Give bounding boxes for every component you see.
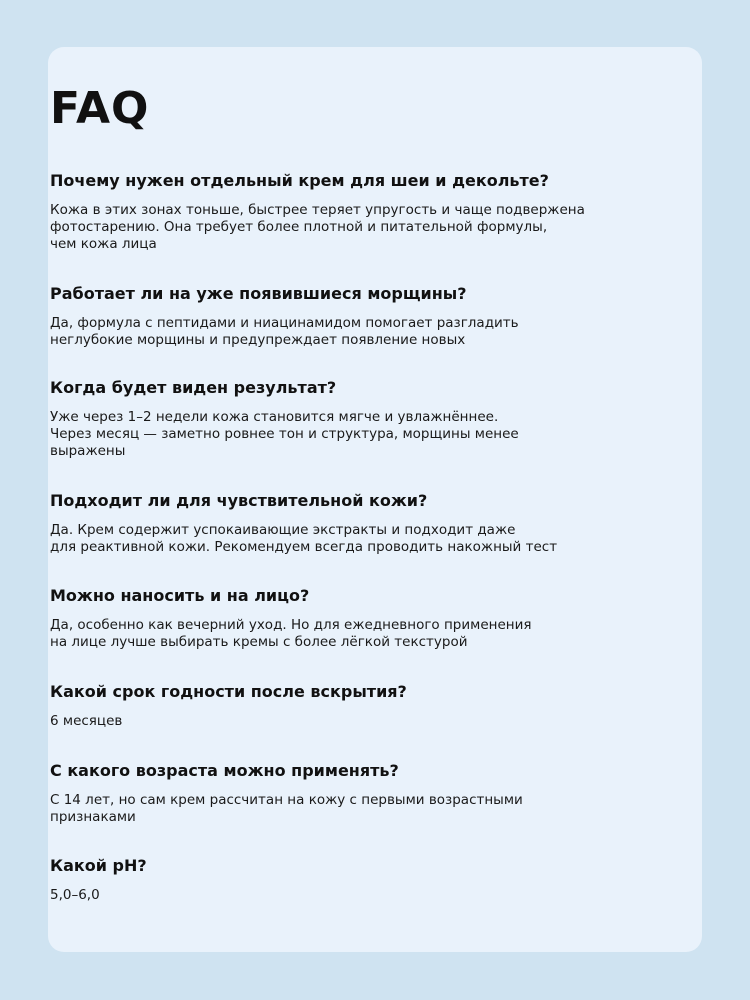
faq-item-neck-cream [50,170,710,253]
faq-answer: С 14 лет, но сам крем рассчитан на кожу с первыми возрастными признаками [50,792,523,825]
faq-answer: Да, формула с пептидами и ниацинамидом помогает разгладить неглубокие морщины и предупреждает появление новых [50,315,519,348]
faq-answer: Да, особенно как вечерний уход. Но для ежедневного применения на лице лучше выбирать кремы с более лёгкой текстурой [50,617,532,650]
faq-answer: Уже через 1–2 недели кожа становится мягче и увлажнённее. Через месяц — заметно ровнее тон и структура, морщины менее выражены [50,409,519,459]
faq-answer: 6 месяцев [50,713,123,729]
faq-answer: Кожа в этих зонах тоньше, быстрее теряет упругость и чаще подвержена фотостарению. Она требует более плотной и питательной формулы, чем кожа лица [50,202,585,252]
faq-item-wrinkles [50,283,710,349]
faq-answer: Да. Крем содержит успокаивающие экстракты и подходит даже для реактивной кожи. Рекомендуем всегда проводить накожный тест [50,522,558,555]
faq-question: Какой pH? [50,856,147,875]
faq-item-ph [50,855,710,904]
faq-question: Можно наносить и на лицо? [50,586,310,605]
faq-answer: 5,0–6,0 [50,887,100,903]
faq-item-age [50,760,710,826]
faq-question: Когда будет виден результат? [50,378,337,397]
faq-item-shelf-life [50,681,710,730]
faq-item-sensitive-skin [50,490,710,556]
page-title: FAQ [50,83,150,134]
faq-item-result [50,377,710,460]
faq-question: С какого возраста можно применять? [50,761,399,780]
faq-question: Какой срок годности после вскрытия? [50,682,407,701]
faq-question: Почему нужен отдельный крем для шеи и декольте? [50,171,549,190]
faq-question: Работает ли на уже появившиеся морщины? [50,284,467,303]
faq-item-face-use [50,585,710,651]
faq-question: Подходит ли для чувствительной кожи? [50,491,428,510]
